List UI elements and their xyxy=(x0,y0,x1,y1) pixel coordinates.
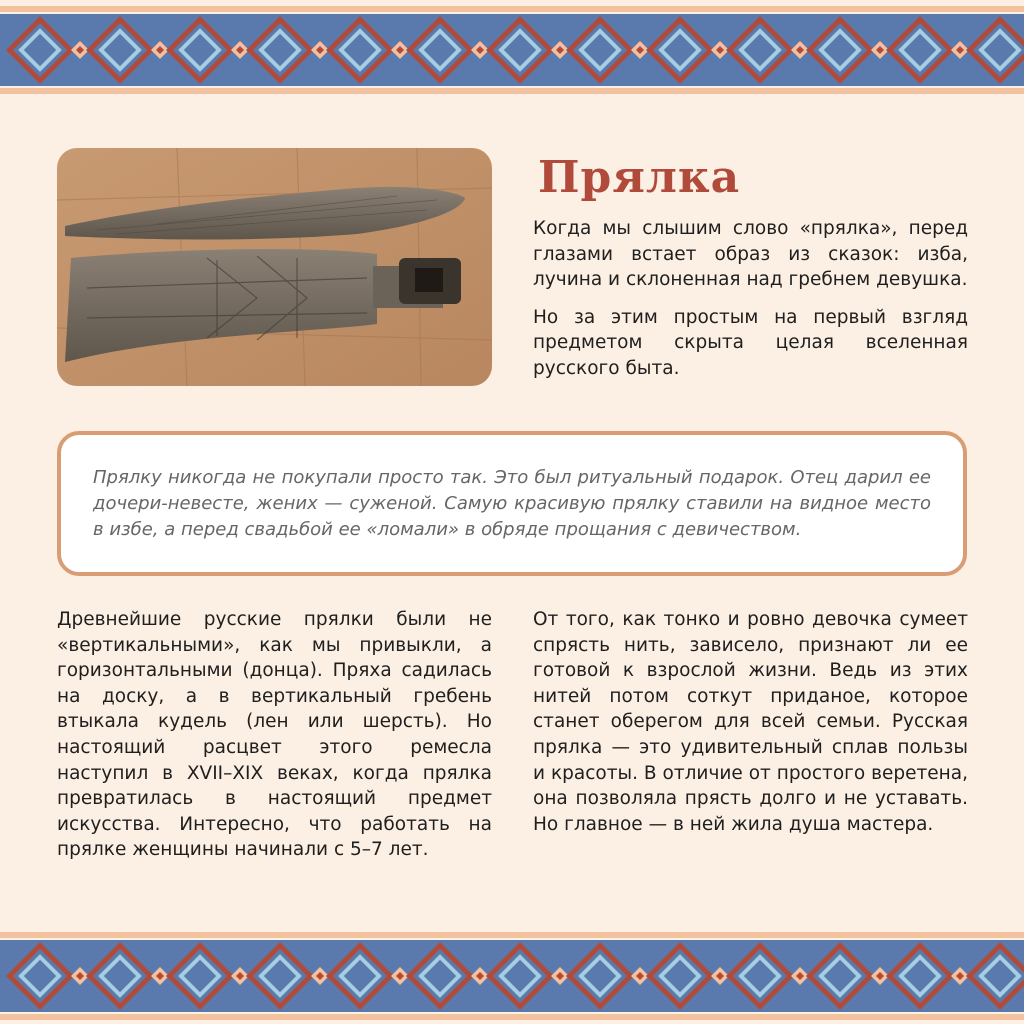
right-column-text: От того, как тонко и ровно девочка сумеет спрясть нить, зависело, признают ли ее готовой к взрослой жизни. Ведь из этих нитей потом соткут приданое, которое станет оберегом для всей семьи. Русская прялка — это удивительный сплав пользы и красоты. В отличие от простого веретена, она позволяла прясть долго и не уставать. Но главное — в ней жила душа мастера. xyxy=(533,609,968,835)
spinning-wheel-photo xyxy=(57,148,492,386)
bottom-ornament-border xyxy=(0,922,1024,1024)
ornament-edge-stripe xyxy=(0,6,1024,12)
quote-box xyxy=(57,431,967,576)
ornament-edge-stripe xyxy=(0,1014,1024,1020)
quote-text: Прялку никогда не покупали просто так. Это был ритуальный подарок. Отец дарил ее дочери-невесте, жених — суженой. Самую красивую прялку ставили на видное место в избе, а перед свадьбой ее «ломали» в обряде прощания с девичеством. xyxy=(93,467,931,540)
left-column-text: Древнейшие русские прялки были не «вертикальными», как мы привыкли, а горизонтальными (донца). Пряха садилась на доску, а в вертикальный гребень втыкала кудель (лен или шерсть). Но настоящий расцвет этого ремесла наступил в XVII–XIX веках, когда прялка превратилась в настоящий предмет искусства. Интересно, что работать на прялке женщины начинали с 5–7 лет. xyxy=(57,609,492,861)
top-ornament-border xyxy=(0,0,1024,104)
ornament-edge-stripe xyxy=(0,932,1024,938)
ornament-edge-stripe xyxy=(0,88,1024,94)
page-title: Прялка xyxy=(538,152,741,203)
intro-text xyxy=(533,216,968,382)
intro-paragraph-1: Когда мы слышим слово «прялка», перед глазами встает образ из сказок: изба, лучина и склоненная над гребнем девушка. xyxy=(533,218,968,291)
intro-paragraph-2: Но за этим простым на первый взгляд предметом скрыта целая вселенная русского быта. xyxy=(533,306,968,379)
